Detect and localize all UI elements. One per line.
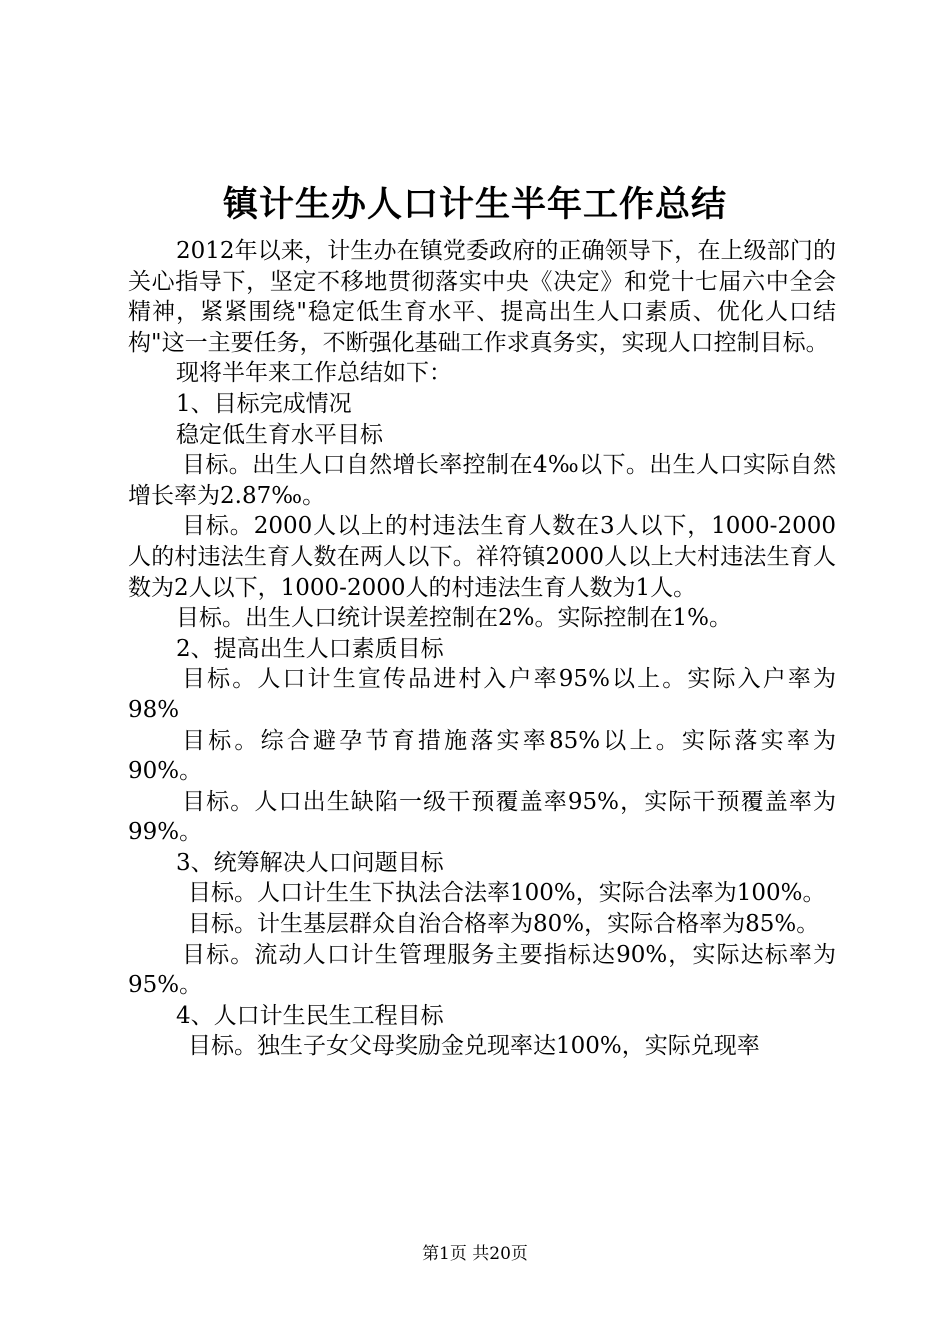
paragraph-summary-lead: 现将半年来工作总结如下： bbox=[176, 360, 452, 387]
section-heading-3: 3、统筹解决人口问题目标 bbox=[176, 849, 444, 876]
target-paragraph: 目标。独生子女父母奖励金兑现率达100%，实际兑现率 bbox=[188, 1033, 760, 1060]
section-heading-1: 1、目标完成情况 bbox=[176, 390, 352, 417]
paragraph-intro: 2012年以来，计生办在镇党委政府的正确领导下，在上级部门的关心指导下，坚定不移地贯彻落实中央《决定》和党十七届六中全会精神，紧紧围绕"稳定低生育水平、提高出生人口素质、优化人口结构"这一主要任务，不断强化基础工作求真务实，实现人口控制目标。 bbox=[128, 238, 836, 356]
target-paragraph: 目标。计生基层群众自治合格率为80%，实际合格率为85%。 bbox=[188, 911, 820, 938]
page-footer: 第1页 共20页 bbox=[422, 1244, 528, 1264]
section-heading-4: 4、人口计生民生工程目标 bbox=[176, 1002, 444, 1029]
target-paragraph: 目标。人口计生宣传品进村入户率95%以上。实际入户率为98% bbox=[128, 666, 836, 723]
target-paragraph: 目标。人口出生缺陷一级干预覆盖率95%，实际干预覆盖率为99%。 bbox=[128, 788, 836, 846]
target-paragraph: 目标。综合避孕节育措施落实率85%以上。实际落实率为90%。 bbox=[128, 727, 836, 785]
subsection-heading: 稳定低生育水平目标 bbox=[176, 421, 383, 448]
document-body bbox=[128, 236, 836, 1062]
target-paragraph: 目标。人口计生生下执法合法率100%，实际合法率为100%。 bbox=[188, 880, 826, 907]
target-paragraph: 目标。出生人口自然增长率控制在4‰以下。出生人口实际自然增长率为2.87‰。 bbox=[128, 452, 836, 509]
target-paragraph: 目标。2000人以上的村违法生育人数在3人以下，1000-2000人的村违法生育人数在两人以下。祥符镇2000人以上大村违法生育人数为2人以下，1000-2000人的村违法生育人数为1人。 bbox=[128, 513, 836, 601]
target-paragraph: 目标。出生人口统计误差控制在2%。实际控制在1%。 bbox=[176, 605, 732, 632]
section-heading-2: 2、提高出生人口素质目标 bbox=[176, 635, 444, 662]
document-title: 镇计生办人口计生半年工作总结 bbox=[222, 184, 727, 225]
target-paragraph: 目标。流动人口计生管理服务主要指标达90%，实际达标率为95%。 bbox=[128, 941, 836, 999]
